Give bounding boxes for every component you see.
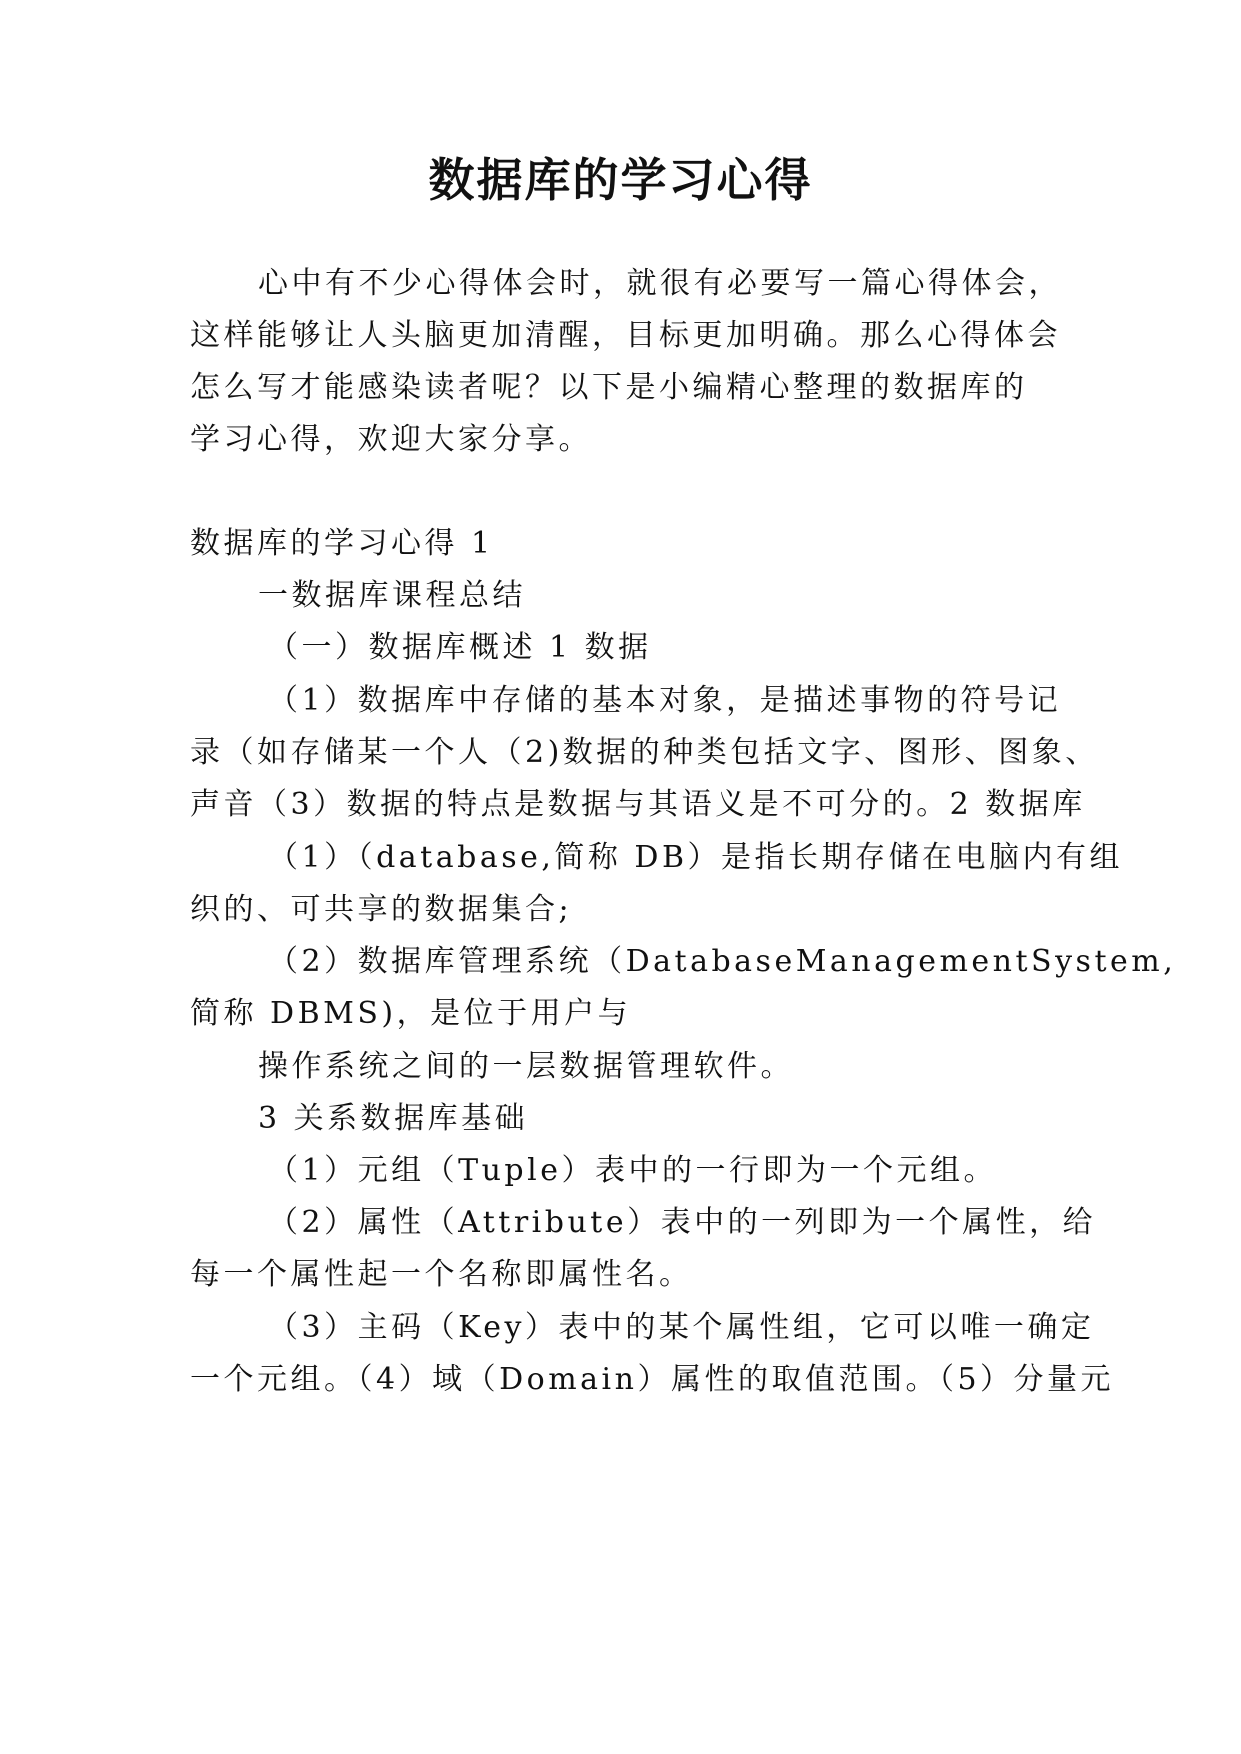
body-line: （2）数据库管理系统（DatabaseManagementSystem, xyxy=(268,944,1177,979)
body-line: 织的、可共享的数据集合; xyxy=(190,892,573,927)
intro-line: 学习心得，欢迎大家分享。 xyxy=(190,422,592,457)
intro-line: 心中有不少心得体会时，就很有必要写一篇心得体会， xyxy=(258,266,1062,301)
intro-line: 怎么写才能感染读者呢？以下是小编精心整理的数据库的 xyxy=(190,370,1028,405)
body-line: 操作系统之间的一层数据管理软件。 xyxy=(258,1049,794,1084)
body-line: 录（如存储某一个人（2)数据的种类包括文字、图形、图象、 xyxy=(190,735,1099,770)
body-line: （1）数据库中存储的基本对象，是描述事物的符号记 xyxy=(268,683,1062,718)
body-line: 一个元组。（4）域（Domain）属性的取值范围。（5）分量元 xyxy=(190,1362,1115,1397)
body-line: （1）（database,简称 DB）是指长期存储在电脑内有组 xyxy=(268,840,1124,875)
body-line: （1）元组（Tuple）表中的一行即为一个元组。 xyxy=(268,1153,997,1188)
section-heading: 数据库的学习心得 1 xyxy=(190,526,494,561)
body-line: 一数据库课程总结 xyxy=(258,578,526,613)
intro-line: 这样能够让人头脑更加清醒，目标更加明确。那么心得体会 xyxy=(190,318,1061,353)
document-title: 数据库的学习心得 xyxy=(428,153,813,207)
body-line: （一）数据库概述 1 数据 xyxy=(268,630,652,665)
body-line: 简称 DBMS)，是位于用户与 xyxy=(190,996,632,1031)
body-line: 声音（3）数据的特点是数据与其语义是不可分的。2 数据库 xyxy=(190,787,1086,822)
body-line: （3）主码（Key）表中的某个属性组，它可以唯一确定 xyxy=(268,1310,1095,1345)
body-line: 每一个属性起一个名称即属性名。 xyxy=(190,1257,693,1292)
body-line: （2）属性（Attribute）表中的一列即为一个属性，给 xyxy=(268,1205,1097,1240)
body-line: 3 关系数据库基础 xyxy=(258,1101,529,1136)
